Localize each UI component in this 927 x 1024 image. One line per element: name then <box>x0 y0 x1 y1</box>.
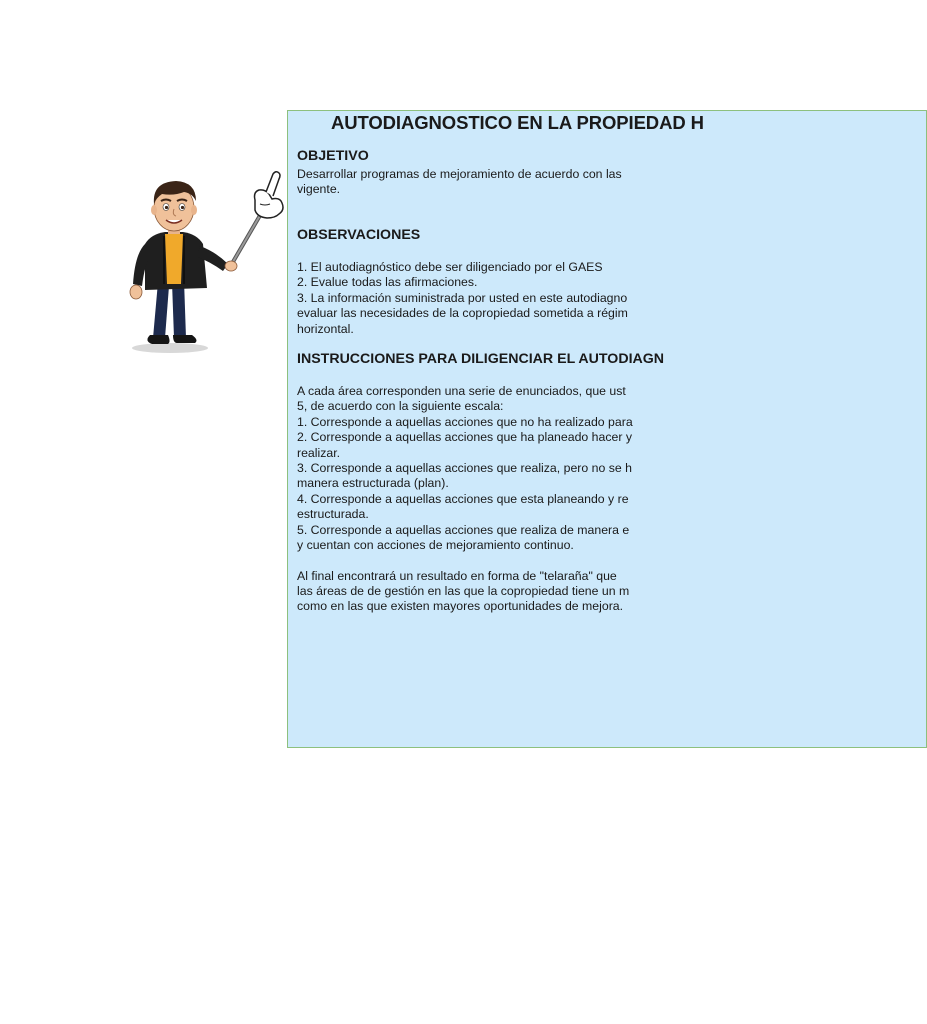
instrucciones-line: las áreas de de gestión en las que la copropiedad tiene un m <box>297 584 630 599</box>
document-title: AUTODIAGNOSTICO EN LA PROPIEDAD H <box>331 112 704 133</box>
instrucciones-line: 5. Corresponde a aquellas acciones que realiza de manera e <box>297 522 630 537</box>
instrucciones-line: estructurada. <box>297 507 369 522</box>
observaciones-line: 2. Evalue todas las afirmaciones. <box>297 275 478 290</box>
instrucciones-line: Al final encontrará un resultado en forma de "telaraña" que <box>297 568 617 583</box>
instrucciones-line: 1. Corresponde a aquellas acciones que no ha realizado para <box>297 414 633 429</box>
objetivo-line: Desarrollar programas de mejoramiento de acuerdo con las <box>297 167 622 181</box>
instrucciones-line: 4. Corresponde a aquellas acciones que esta planeando y re <box>297 491 629 506</box>
instrucciones-text <box>297 384 633 615</box>
instrucciones-line: 2. Corresponde a aquellas acciones que ha planeado hacer y <box>297 430 632 445</box>
observaciones-text <box>297 260 628 337</box>
instrucciones-line: 5, de acuerdo con la siguiente escala: <box>297 399 504 414</box>
instrucciones-heading: INSTRUCCIONES PARA DILIGENCIAR EL AUTODIAGN <box>297 351 665 367</box>
instrucciones-line: y cuentan con acciones de mejoramiento continuo. <box>297 537 574 552</box>
instrucciones-line: realizar. <box>297 445 341 460</box>
objetivo-text <box>297 167 622 198</box>
content-frame <box>287 110 704 750</box>
instrucciones-line: manera estructurada (plan). <box>297 476 449 491</box>
observaciones-heading: OBSERVACIONES <box>297 227 421 243</box>
objetivo-line: vigente. <box>297 182 341 197</box>
observaciones-line: evaluar las necesidades de la copropiedad sometida a régim <box>297 306 628 321</box>
instrucciones-line: 3. Corresponde a aquellas acciones que realiza, pero no se h <box>297 460 632 475</box>
objetivo-heading: OBJETIVO <box>297 148 369 164</box>
instructions-panel <box>287 110 927 748</box>
observaciones-line: 3. La información suministrada por usted en este autodiagno <box>297 290 628 305</box>
instrucciones-line <box>297 553 633 568</box>
observaciones-line: 1. El autodiagnóstico debe ser diligenciado por el GAES <box>297 260 603 274</box>
observaciones-line: horizontal. <box>297 321 354 336</box>
instrucciones-line: como en las que existen mayores oportunidades de mejora. <box>297 599 624 614</box>
instrucciones-line: A cada área corresponden una serie de enunciados, que ust <box>297 384 626 398</box>
teacher-avatar-pointer-icon <box>120 172 290 362</box>
